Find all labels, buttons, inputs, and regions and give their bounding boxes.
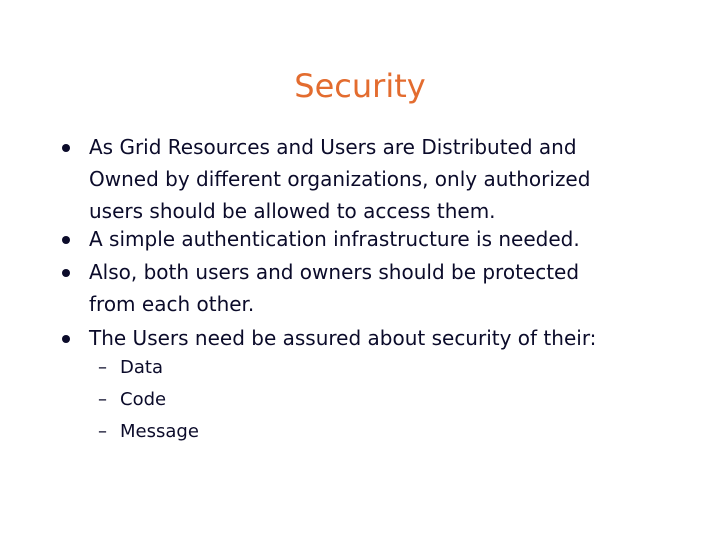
slide-title: Security	[294, 67, 426, 105]
bullet-text: As Grid Resources and Users are Distributed and Owned by different organizations, only authorized users should be allowed to access them.	[89, 135, 591, 223]
sub-bullet-item	[98, 418, 398, 446]
bullet-text: The Users need be assured about security of their:	[89, 326, 597, 350]
sub-bullet-text: Code	[120, 389, 167, 410]
dash-icon: –	[98, 389, 107, 410]
dash-icon: –	[98, 421, 107, 442]
dash-icon: –	[98, 357, 107, 378]
bullet-text: A simple authentication infrastructure is needed.	[89, 227, 580, 251]
bullet-item	[62, 322, 682, 354]
bullet-item	[62, 223, 682, 255]
bullet-dot-icon	[62, 335, 70, 343]
sub-bullet-item	[98, 386, 398, 414]
bullet-dot-icon	[62, 269, 70, 277]
bullet-item	[62, 256, 682, 320]
bullet-dot-icon	[62, 236, 70, 244]
bullet-text: Also, both users and owners should be protected from each other.	[89, 260, 580, 316]
sub-bullet-text: Message	[120, 421, 199, 442]
sub-bullet-item	[98, 354, 398, 382]
bullet-dot-icon	[62, 144, 70, 152]
bullet-item	[62, 131, 682, 227]
sub-bullet-text: Data	[120, 357, 163, 378]
